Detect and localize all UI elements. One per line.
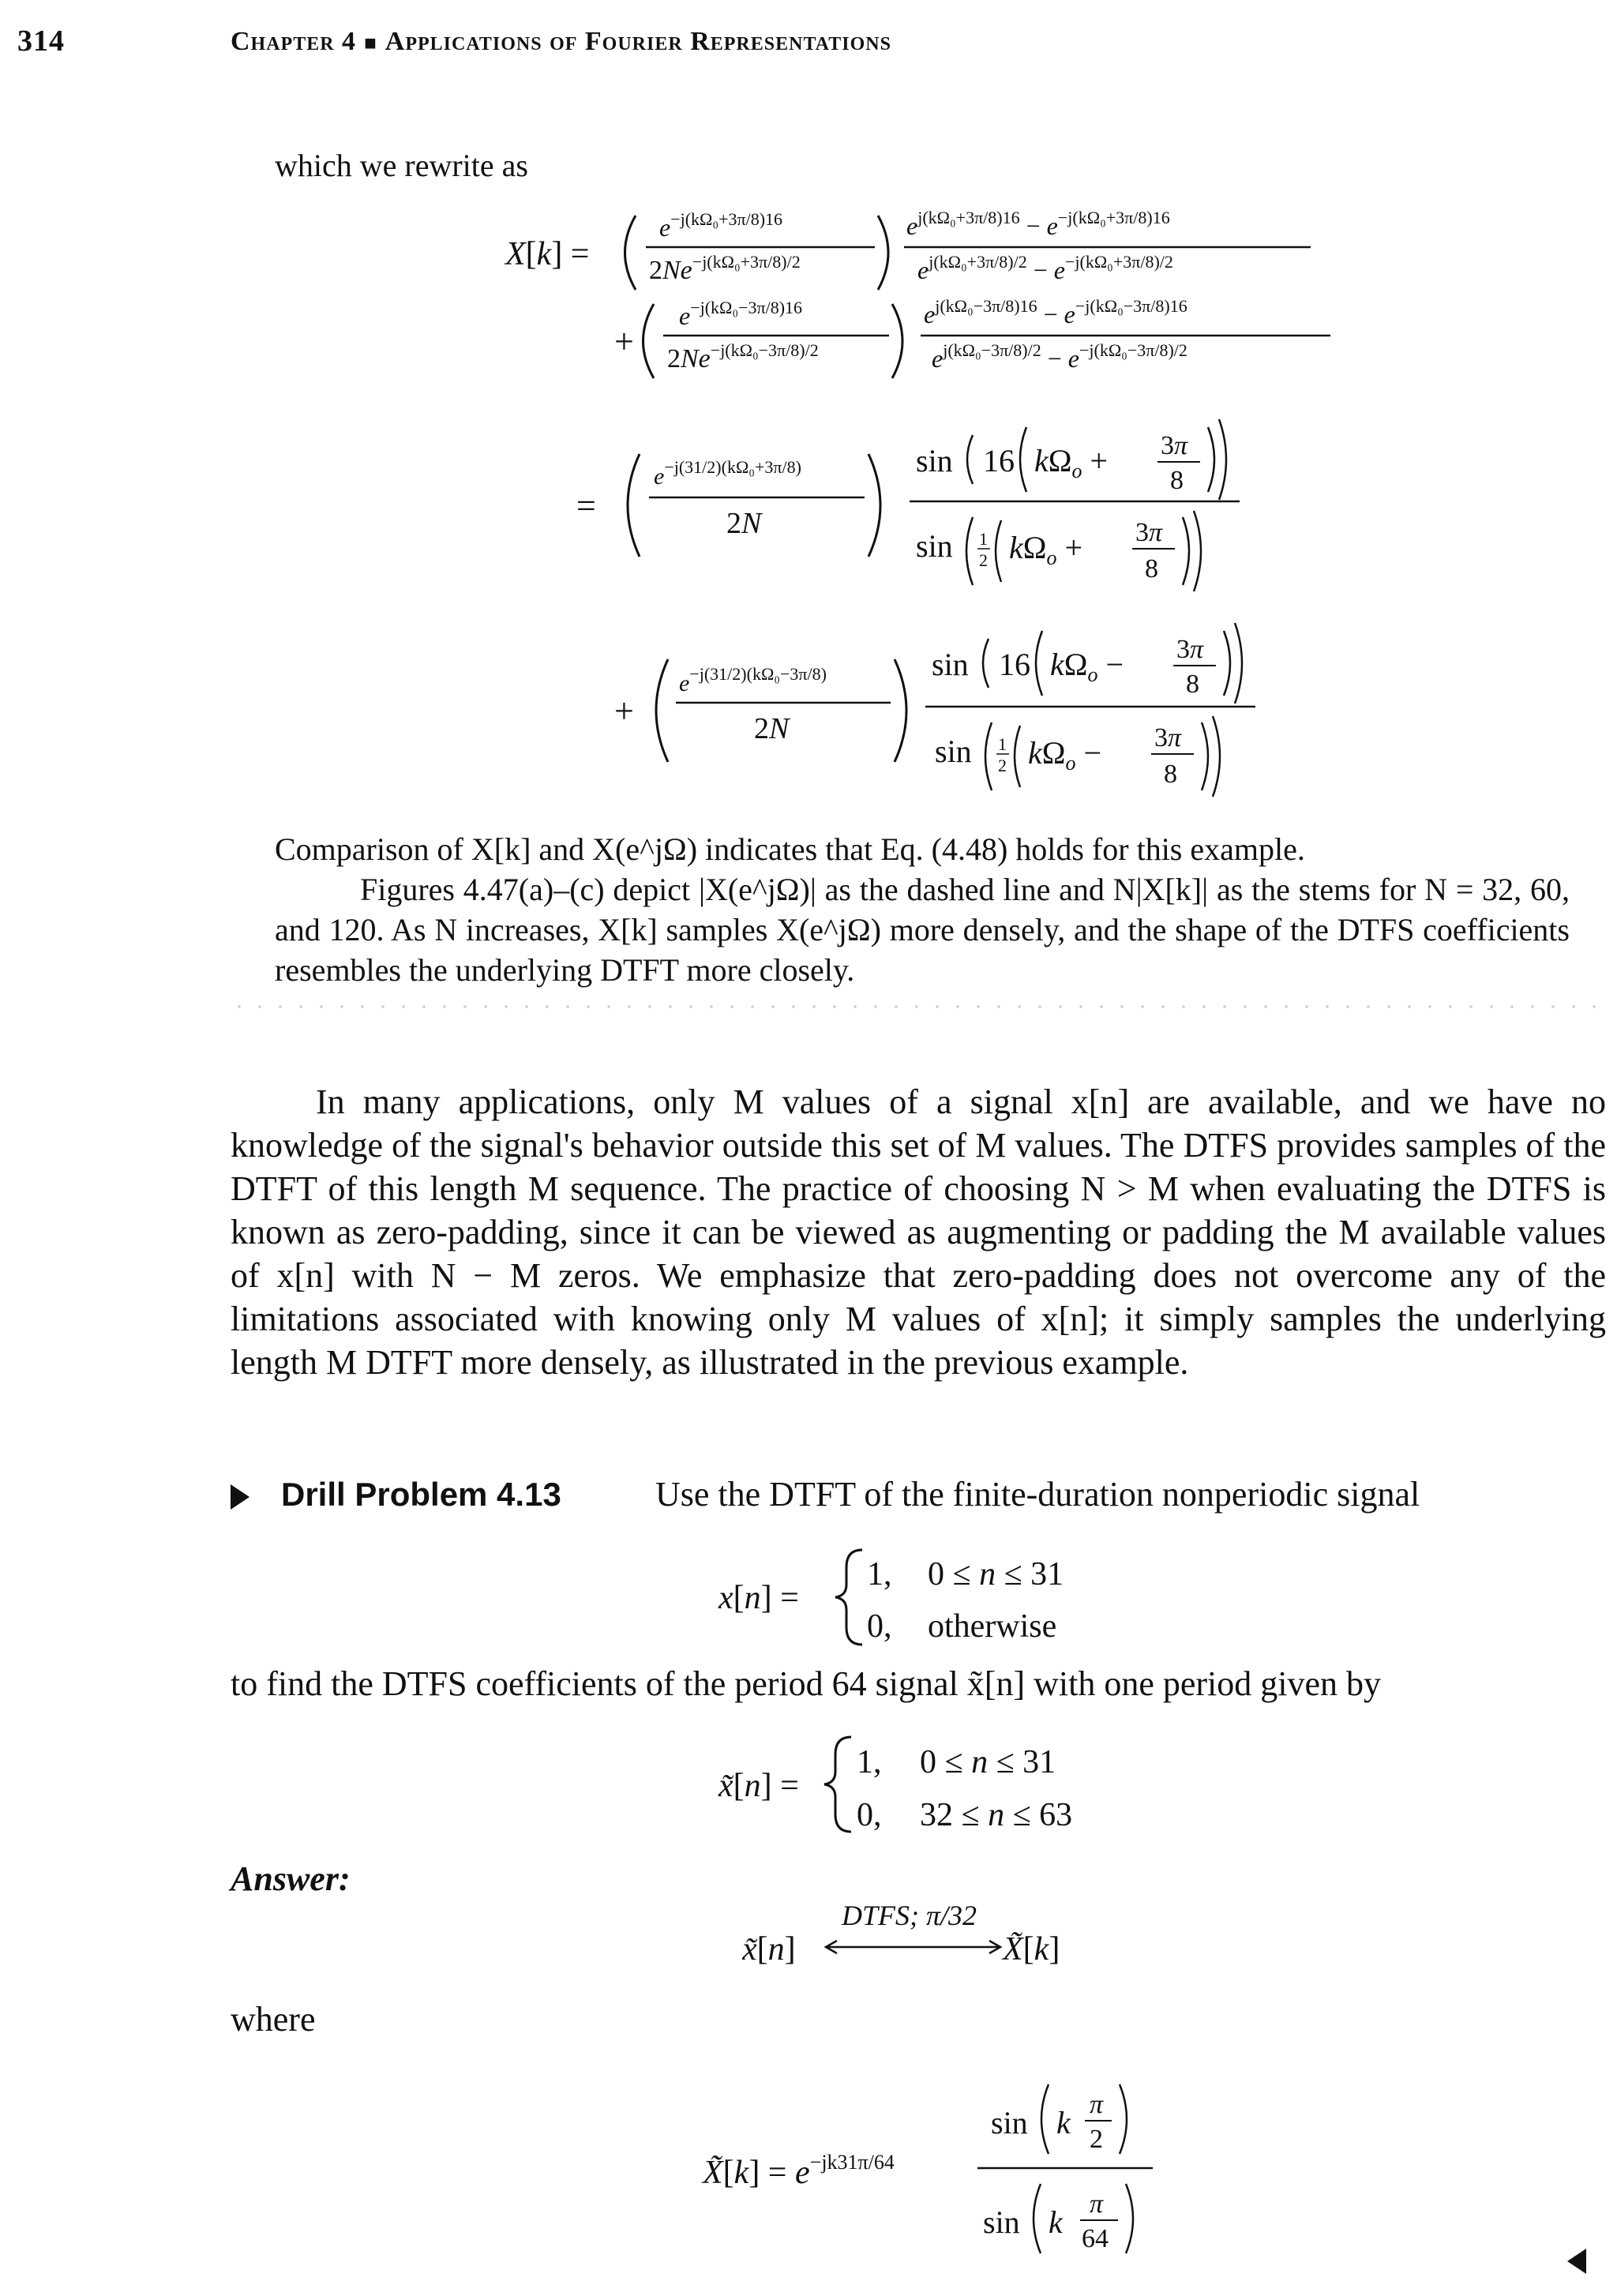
svg-text:kΩo −: $k\Omega_o$ −: [1028, 735, 1102, 775]
svg-text:3π: 3π: [1176, 635, 1204, 664]
chapter-title: Applications of Fourier Representations: [385, 27, 891, 56]
svg-text:0 ≤ n ≤ 31: 0 ≤ n ≤ 31: [920, 1744, 1056, 1780]
svg-text:ej(kΩ₀+3π/8)/2 − e−j(kΩ₀+3π/8): $e^{j(k\Omega_0+3\pi/8)/2} - e^{-j(k\Omega_0+3\pi/8)/2}$: [917, 252, 1173, 284]
where-label: where: [231, 2000, 316, 2039]
svg-text:2: 2: [998, 756, 1007, 775]
svg-text:sin: sin: [991, 2105, 1028, 2140]
example-intro: which we rewrite as: [275, 148, 528, 183]
svg-text:sin: sin: [916, 528, 953, 564]
svg-text:X̃[k] = e−jk31π/64: X̃[k] = $e^{-jk31\pi/64}$: [703, 2151, 895, 2191]
example-figures-paragraph: Figures 4.47(a)–(c) depict |X(e^jΩ)| as the dashed line and N|X[k]| as the stems for N = 32, 60, and 120. As N increases, X[k] samples X(e^jΩ) more densely, and the shape of the DTFS coefficients resembles the underlying DTFT more closely.: [275, 872, 1570, 988]
svg-text:64: 64: [1082, 2224, 1109, 2253]
svg-text:π: π: [1090, 2090, 1104, 2119]
svg-text:=: =: [576, 486, 596, 525]
example-end-divider: [229, 1004, 1603, 1009]
svg-text:k: k: [1056, 2105, 1071, 2140]
svg-text:ej(kΩ₀−3π/8)/2 − e−j(kΩ₀−3π/8): $e^{j(k\Omega_0-3\pi/8)/2} - e^{-j(k\Omega_0-3\pi/8)/2}$: [932, 340, 1187, 373]
equation-xk-expansion: [237, 186, 1390, 829]
drill-start-marker-icon: [231, 1484, 249, 1510]
svg-text:e−j(31/2)(kΩ₀−3π/8): $e^{-j(31/2)(k\Omega_0-3\pi/8)}$: [679, 664, 827, 696]
svg-text:+: +: [614, 322, 634, 361]
dtfs-pair-label: DTFS; π/32: [842, 1900, 977, 1931]
svg-text:2: 2: [1090, 2125, 1103, 2154]
drill-find-text: to find the DTFS coefficients of the period 64 signal x̃[n] with one period given by: [231, 1664, 1382, 1703]
drill-problem-label: Drill Problem 4.13: [281, 1476, 561, 1513]
equation-periodic-signal: [695, 1721, 1169, 1840]
chapter-label: Chapter 4: [231, 27, 357, 56]
svg-text:8: 8: [1164, 760, 1177, 789]
svg-text:kΩo −: $k\Omega_o$ −: [1050, 647, 1124, 686]
svg-text:X[k] =: X[k] =: [505, 236, 590, 272]
svg-text:2Ne−j(kΩ₀−3π/8)/2: $2Ne^{-j(k\Omega_0-3\pi/8)/2}$: [667, 340, 819, 373]
svg-text:ej(kΩ₀−3π/8)16 − e−j(kΩ₀−3π/8): $e^{j(k\Omega_0-3\pi/8)16} - e^{-j(k\Omega_0-3\pi/8)16}$: [924, 296, 1187, 328]
svg-text:3π: 3π: [1135, 518, 1163, 547]
svg-text:X̃[k]: X̃[k]: [1003, 1931, 1060, 1968]
svg-text:32 ≤ n ≤ 63: 32 ≤ n ≤ 63: [920, 1797, 1073, 1833]
equation-xn-definition: [695, 1536, 1169, 1654]
drill-problem-statement: Use the DTFT of the finite-duration nonperiodic signal: [655, 1475, 1420, 1514]
svg-text:ej(kΩ₀+3π/8)16 − e−j(kΩ₀+3π/8): $e^{j(k\Omega_0+3\pi/8)16} - e^{-j(k\Omega_0+3\pi/8)16}$: [906, 208, 1170, 240]
svg-text:3π: 3π: [1154, 723, 1182, 752]
svg-text:e−j(kΩ₀−3π/8)16: $e^{-j(k\Omega_0-3\pi/8)16}$: [679, 298, 803, 330]
svg-text:x[n] =: x[n] =: [718, 1580, 799, 1616]
svg-text:2N: 2N: [726, 507, 762, 540]
svg-text:2N: 2N: [754, 712, 790, 745]
svg-text:sin: sin: [916, 443, 953, 478]
svg-text:8: 8: [1186, 670, 1199, 699]
svg-text:otherwise: otherwise: [928, 1608, 1057, 1645]
svg-text:x̃[n]: x̃[n]: [742, 1931, 796, 1968]
svg-text:2Ne−j(kΩ₀+3π/8)/2: $2Ne^{-j(k\Omega_0+3\pi/8)/2}$: [649, 252, 801, 285]
equation-dtfs-coefficients: [695, 2053, 1200, 2290]
svg-text:e−j(31/2)(kΩ₀+3π/8): $e^{-j(31/2)(k\Omega_0+3\pi/8)}$: [654, 457, 801, 490]
svg-text:0,: 0,: [857, 1797, 882, 1833]
page-number: 314: [17, 24, 65, 58]
svg-text:e−j(kΩ₀+3π/8)16: $e^{-j(k\Omega_0+3\pi/8)16}$: [659, 209, 783, 242]
svg-text:π: π: [1090, 2189, 1104, 2219]
svg-text:+: +: [614, 692, 634, 730]
svg-text:1,: 1,: [867, 1556, 892, 1593]
svg-text:8: 8: [1170, 466, 1184, 495]
svg-text:0,: 0,: [867, 1608, 892, 1645]
svg-text:sin: sin: [935, 733, 972, 769]
svg-text:0 ≤ n ≤ 31: 0 ≤ n ≤ 31: [928, 1556, 1064, 1593]
running-header: [231, 27, 891, 57]
svg-text:sin: sin: [932, 647, 969, 682]
svg-text:k: k: [1049, 2204, 1063, 2240]
svg-text:8: 8: [1145, 554, 1158, 583]
answer-label: Answer:: [231, 1859, 351, 1898]
svg-text:kΩo +: $k\Omega_o$ +: [1009, 530, 1083, 569]
svg-text:3π: 3π: [1161, 431, 1188, 460]
svg-text:16: 16: [983, 443, 1015, 478]
drill-end-marker-icon: [1567, 2249, 1586, 2274]
svg-text:1,: 1,: [857, 1744, 882, 1780]
zero-padding-paragraph: In many applications, only M values of a signal x[n] are available, and we have no knowledge of the signal's behavior outside this set of M values. The DTFS provides samples of the DTFT of this length M sequence. The practice of choosing N > M when evaluating the DTFS is known as zero-padding, since it can be viewed as augmenting or padding the M available values of x[n] with N − M zeros. We emphasize that zero-padding does not overcome any of the limitations associated with knowing only M values of x[n]; it simply samples the underlying length M DTFT more densely, as illustrated in the previous example.: [231, 1082, 1606, 1382]
svg-text:1: 1: [979, 529, 988, 549]
svg-text:x̃[n] =: x̃[n] =: [718, 1768, 799, 1804]
header-separator-icon: ■: [364, 32, 377, 54]
svg-text:2: 2: [979, 550, 988, 570]
svg-text:1: 1: [998, 734, 1007, 754]
example-comparison: Comparison of X[k] and X(e^jΩ) indicates that Eq. (4.48) holds for this example.: [275, 831, 1305, 867]
svg-text:16: 16: [999, 647, 1030, 682]
svg-text:kΩo +: $k\Omega_o$ +: [1034, 443, 1109, 482]
svg-text:sin: sin: [983, 2204, 1020, 2240]
